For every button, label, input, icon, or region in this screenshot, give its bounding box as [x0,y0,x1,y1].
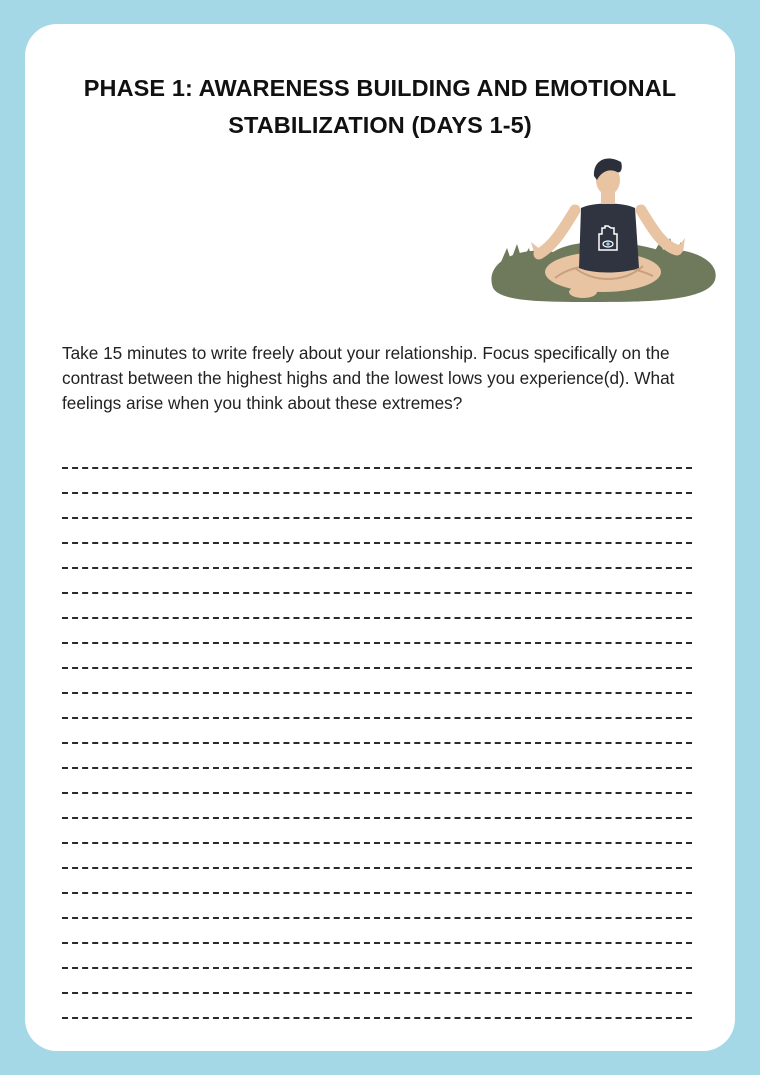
journal-prompt: Take 15 minutes to write freely about your relationship. Focus specifically on the contrast between the highest highs and the lowest lows you experience(d). What feelings arise when you think about these extremes? [62,343,675,414]
writing-line[interactable] [62,683,692,708]
worksheet-card [25,24,735,1051]
writing-line[interactable] [62,883,692,908]
writing-line[interactable] [62,483,692,508]
writing-line[interactable] [62,858,692,883]
writing-line[interactable] [62,458,692,483]
writing-line[interactable] [62,1008,692,1033]
meditating-person-icon [483,150,723,302]
writing-line[interactable] [62,783,692,808]
writing-line[interactable] [62,958,692,983]
writing-line[interactable] [62,908,692,933]
page-title [40,70,720,144]
writing-line[interactable] [62,983,692,1008]
writing-line[interactable] [62,558,692,583]
writing-line[interactable] [62,508,692,533]
writing-line[interactable] [62,533,692,558]
writing-line[interactable] [62,608,692,633]
writing-line[interactable] [62,833,692,858]
writing-line[interactable] [62,758,692,783]
writing-line[interactable] [62,933,692,958]
writing-line[interactable] [62,633,692,658]
writing-line[interactable] [62,708,692,733]
writing-line[interactable] [62,733,692,758]
writing-line[interactable] [62,583,692,608]
title-line-2: STABILIZATION (DAYS 1-5) [228,112,532,138]
writing-line[interactable] [62,658,692,683]
writing-line[interactable] [62,808,692,833]
writing-lines[interactable] [62,458,692,1033]
title-line-1: PHASE 1: AWARENESS BUILDING AND EMOTIONAL [83,75,677,101]
